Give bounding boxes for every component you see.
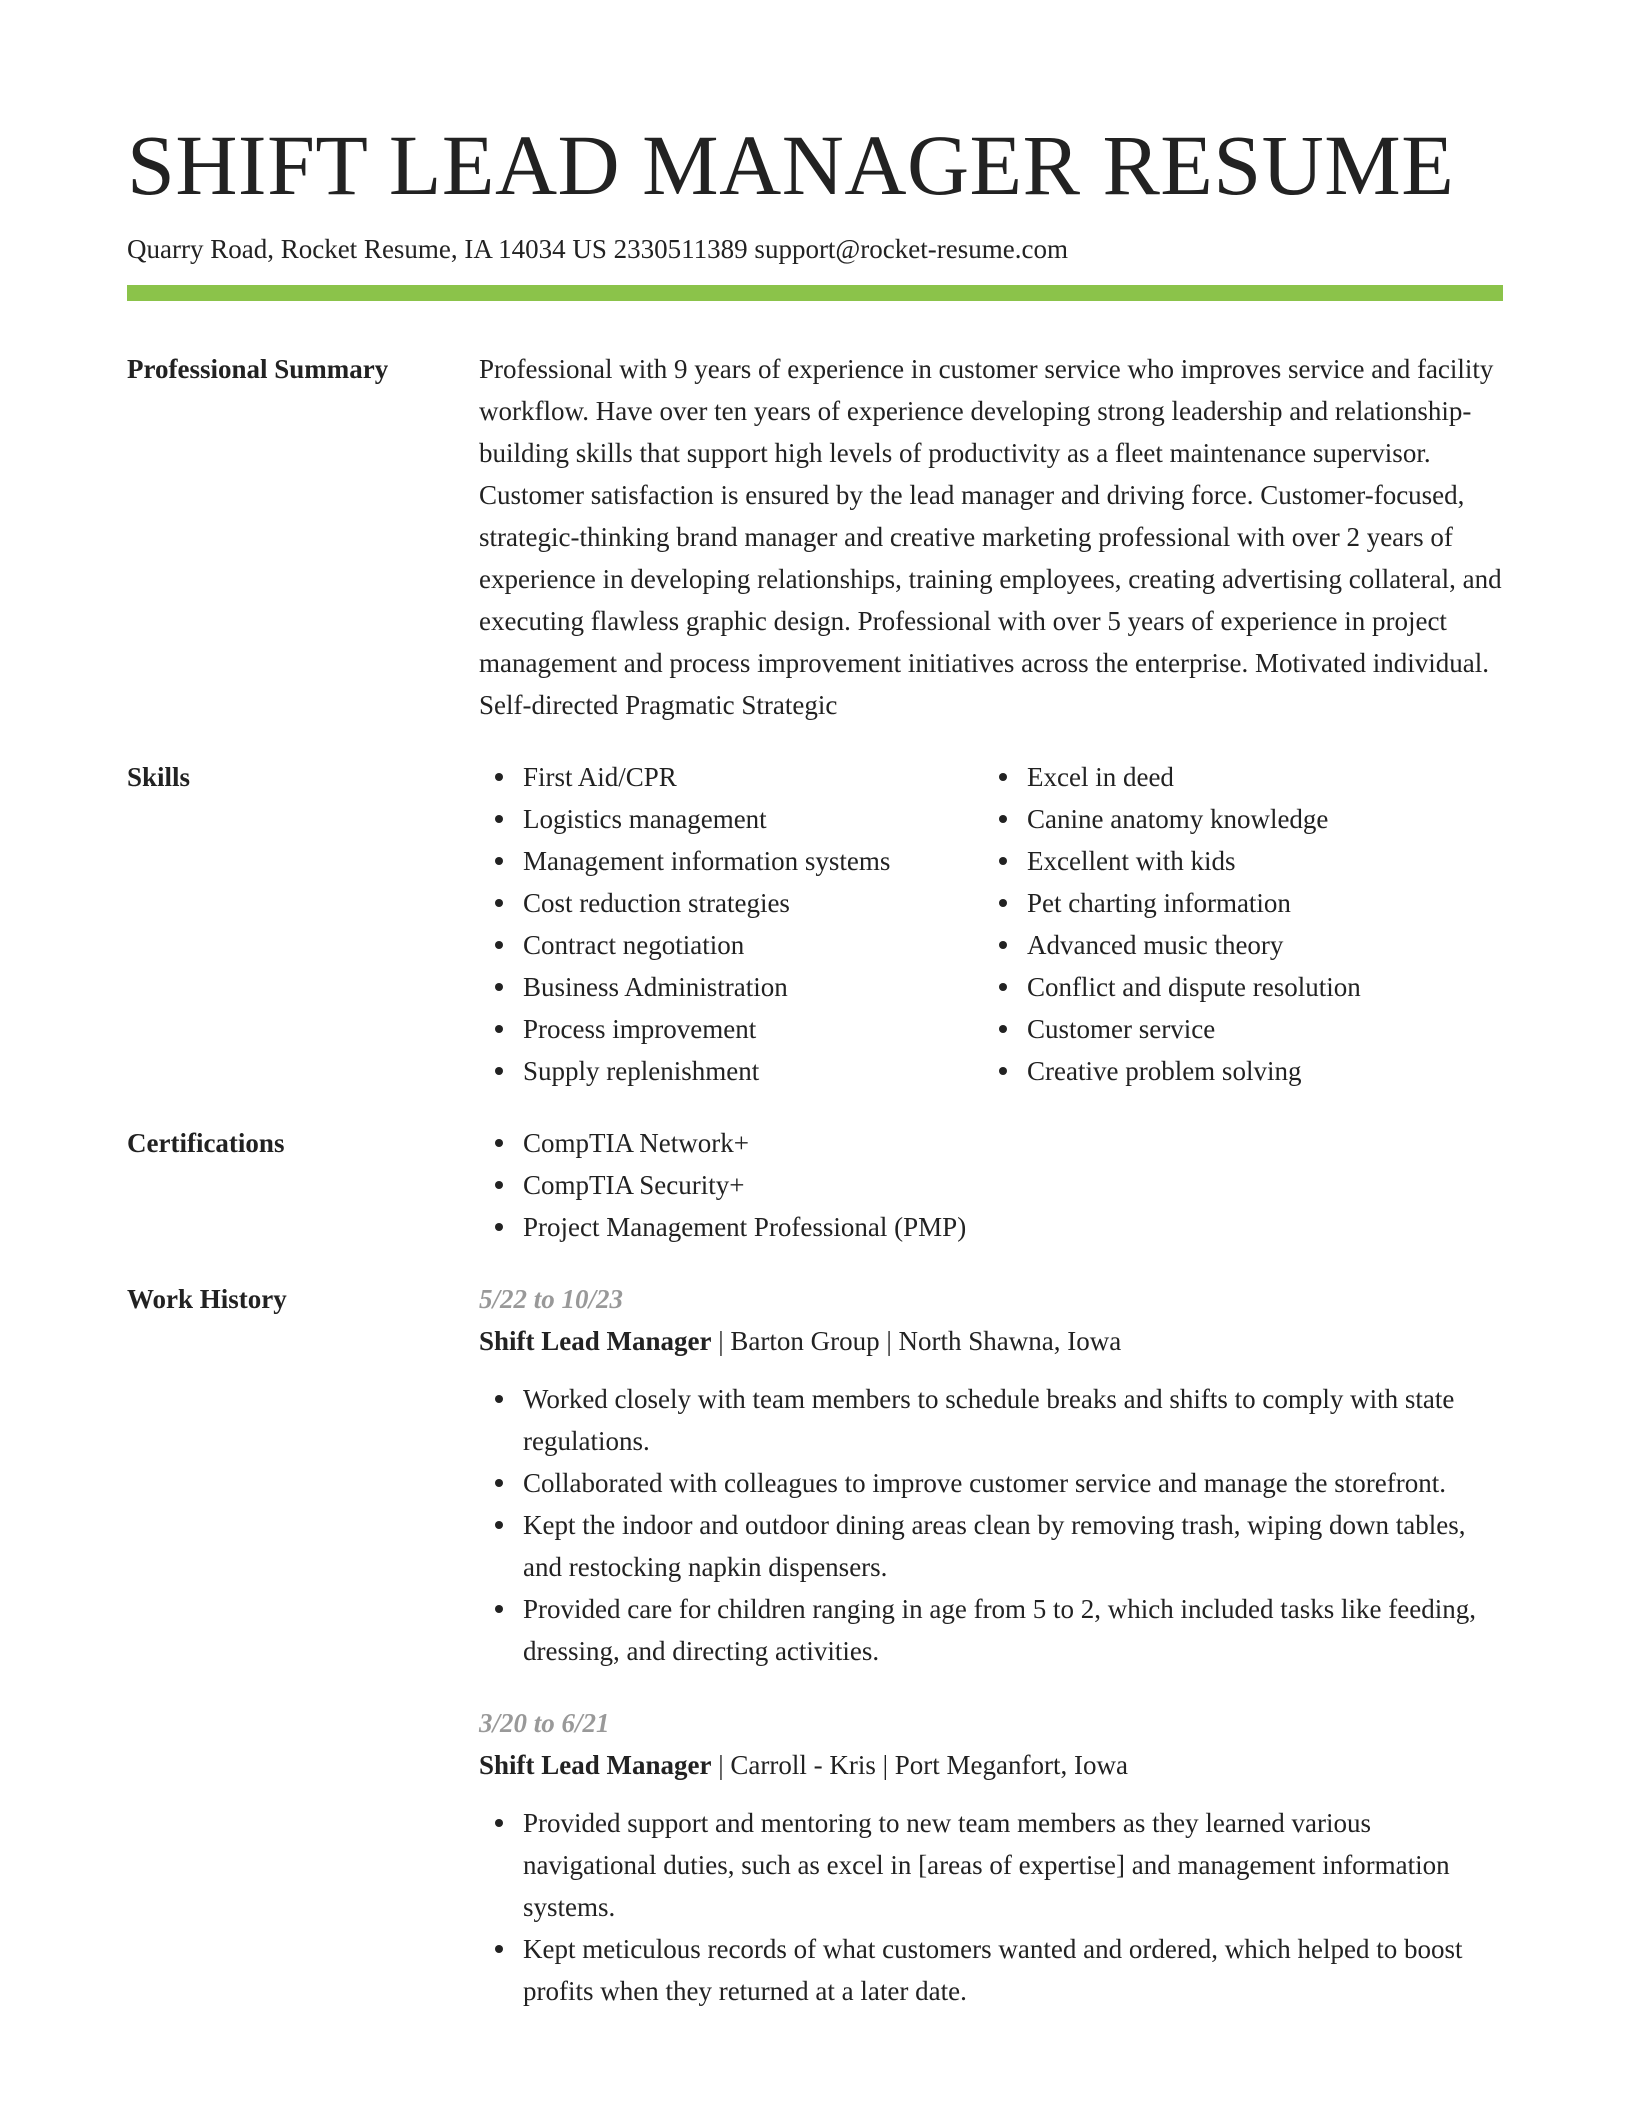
work-history-section bbox=[127, 1278, 1503, 2042]
section-heading-certifications: Certifications bbox=[127, 1128, 285, 1158]
skill-item: Business Administration bbox=[523, 966, 983, 1008]
job-duties-list bbox=[479, 1802, 1503, 2012]
section-heading-skills: Skills bbox=[127, 762, 191, 792]
work-history-body bbox=[479, 1278, 1503, 2042]
skill-item: Management information systems bbox=[523, 840, 983, 882]
section-heading-summary: Professional Summary bbox=[127, 354, 389, 384]
job-dates: 3/20 to 6/21 bbox=[479, 1708, 610, 1738]
job-duty-item: Provided support and mentoring to new team members as they learned various navigational duties, such as excel in [areas of expertise] and management information systems. bbox=[523, 1802, 1503, 1928]
certification-item: CompTIA Security+ bbox=[523, 1164, 1503, 1206]
skill-item: Process improvement bbox=[523, 1008, 983, 1050]
skills-list-right bbox=[983, 756, 1487, 1092]
skill-item: Conflict and dispute resolution bbox=[1027, 966, 1487, 1008]
skills-section bbox=[127, 756, 1503, 1092]
job-dates: 5/22 to 10/23 bbox=[479, 1284, 624, 1314]
professional-summary-section bbox=[127, 348, 1503, 726]
skill-item: Cost reduction strategies bbox=[523, 882, 983, 924]
skills-body bbox=[479, 756, 1503, 1092]
job-entry bbox=[479, 1702, 1503, 2012]
job-employer-location: | Barton Group | North Shawna, Iowa bbox=[711, 1326, 1122, 1356]
certifications-section bbox=[127, 1122, 1503, 1248]
skill-item: Canine anatomy knowledge bbox=[1027, 798, 1487, 840]
job-heading bbox=[479, 1320, 1503, 1362]
skill-item: Pet charting information bbox=[1027, 882, 1487, 924]
job-title: Shift Lead Manager bbox=[479, 1326, 712, 1356]
skill-item: Supply replenishment bbox=[523, 1050, 983, 1092]
job-employer-location: | Carroll - Kris | Port Meganfort, Iowa bbox=[711, 1750, 1128, 1780]
job-duty-item: Worked closely with team members to schedule breaks and shifts to comply with state regulations. bbox=[523, 1378, 1503, 1462]
job-entry bbox=[479, 1278, 1503, 1672]
skill-item: Logistics management bbox=[523, 798, 983, 840]
skills-list-left bbox=[479, 756, 983, 1092]
skill-item: Excellent with kids bbox=[1027, 840, 1487, 882]
skill-item: Contract negotiation bbox=[523, 924, 983, 966]
skills-column-left bbox=[479, 756, 983, 1092]
accent-divider bbox=[127, 285, 1503, 301]
skill-item: Customer service bbox=[1027, 1008, 1487, 1050]
certification-item: CompTIA Network+ bbox=[523, 1122, 1503, 1164]
skill-item: Creative problem solving bbox=[1027, 1050, 1487, 1092]
job-duties-list bbox=[479, 1378, 1503, 1672]
job-duty-item: Provided care for children ranging in age from 5 to 2, which included tasks like feeding, dressing, and directing activities. bbox=[523, 1588, 1503, 1672]
summary-text: Professional with 9 years of experience in customer service who improves service and facility workflow. Have over ten years of experience developing strong leadership and relationship-building skills that support high levels of productivity as a fleet maintenance supervisor. Customer satisfaction is ensured by the lead manager and driving force. Customer-focused, strategic-thinking brand manager and creative marketing professional with over 2 years of experience in developing relationships, training employees, creating advertising collateral, and executing flawless graphic design. Professional with over 5 years of experience in project management and process improvement initiatives across the enterprise. Motivated individual. Self-directed Pragmatic Strategic bbox=[479, 354, 1502, 720]
job-duty-item: Kept meticulous records of what customers wanted and ordered, which helped to boost profits when they returned at a later date. bbox=[523, 1928, 1503, 2012]
skill-item: Advanced music theory bbox=[1027, 924, 1487, 966]
job-title: Shift Lead Manager bbox=[479, 1750, 712, 1780]
section-heading-work-history: Work History bbox=[127, 1284, 287, 1314]
resume-title: SHIFT LEAD MANAGER RESUME bbox=[127, 117, 1455, 213]
skills-column-right bbox=[983, 756, 1487, 1092]
skills-columns bbox=[479, 756, 1503, 1092]
job-duty-item: Collaborated with colleagues to improve customer service and manage the storefront. bbox=[523, 1462, 1503, 1504]
summary-body bbox=[479, 348, 1503, 726]
resume-sections bbox=[127, 348, 1503, 2072]
job-duty-item: Kept the indoor and outdoor dining areas clean by removing trash, wiping down tables, and restocking napkin dispensers. bbox=[523, 1504, 1503, 1588]
certifications-list bbox=[479, 1122, 1503, 1248]
contact-line: Quarry Road, Rocket Resume, IA 14034 US 2330511389 support@rocket-resume.com bbox=[127, 234, 1068, 264]
skill-item: Excel in deed bbox=[1027, 756, 1487, 798]
certification-item: Project Management Professional (PMP) bbox=[523, 1206, 1503, 1248]
skill-item: First Aid/CPR bbox=[523, 756, 983, 798]
certifications-body bbox=[479, 1122, 1503, 1248]
job-heading bbox=[479, 1744, 1503, 1786]
